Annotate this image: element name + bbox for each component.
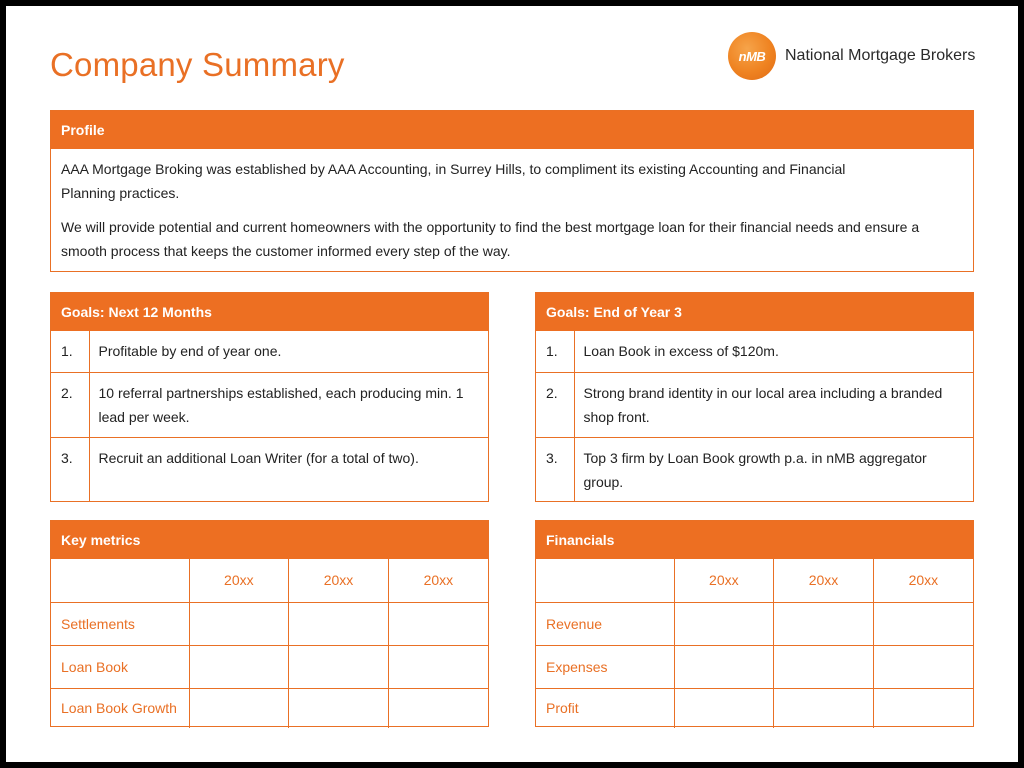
year-header: 20xx <box>289 559 389 602</box>
row-label: Loan Book <box>51 645 189 688</box>
list-item <box>536 437 973 501</box>
year-header: 20xx <box>774 559 874 602</box>
goals-12-months-list <box>51 331 488 501</box>
year-header: 20xx <box>674 559 774 602</box>
brand-lockup <box>728 32 975 80</box>
profile-paragraph: AAA Mortgage Broking was established by AAA Accounting, in Surrey Hills, to compliment its existing Accounting and Financial Planning practices. <box>61 161 846 201</box>
table-header-row <box>536 559 973 602</box>
profile-paragraph: We will provide potential and current homeowners with the opportunity to find the best mortgage loan for their financial needs and ensure a smooth process that keeps the customer informed every step of the way. <box>61 219 920 259</box>
item-text: Strong brand identity in our local area including a branded shop front. <box>574 372 973 437</box>
list-item <box>536 372 973 437</box>
key-metrics-heading: Key metrics <box>51 521 488 559</box>
table-cell <box>674 688 774 728</box>
table-cell <box>674 602 774 645</box>
summary-page <box>6 6 1018 762</box>
page-title: Company Summary <box>50 46 345 83</box>
table-row <box>51 645 488 688</box>
item-text: Profitable by end of year one. <box>98 343 282 359</box>
item-number: 1. <box>51 331 89 372</box>
brand-name: National Mortgage Brokers <box>785 47 976 64</box>
table-cell <box>289 645 389 688</box>
financials-heading: Financials <box>536 521 973 559</box>
item-number: 2. <box>536 372 574 437</box>
table-cell <box>873 602 973 645</box>
table-cell <box>189 688 289 728</box>
profile-heading: Profile <box>51 111 973 149</box>
table-row <box>536 688 973 728</box>
financials-table <box>536 559 973 728</box>
table-row <box>51 688 488 728</box>
table-header-row <box>51 559 488 602</box>
table-row <box>536 602 973 645</box>
table-cell <box>774 688 874 728</box>
year-header: 20xx <box>873 559 973 602</box>
table-cell <box>873 688 973 728</box>
row-label: Profit <box>536 688 674 728</box>
profile-body <box>51 149 973 263</box>
row-label: Loan Book Growth <box>51 688 189 728</box>
table-cell <box>774 645 874 688</box>
list-item <box>536 331 973 372</box>
nmb-logo-icon: nMB <box>728 32 776 80</box>
goals-year-3-panel <box>535 292 974 502</box>
list-item <box>51 331 488 372</box>
list-item <box>51 437 488 501</box>
year-header: 20xx <box>189 559 289 602</box>
table-cell <box>189 645 289 688</box>
list-item <box>51 372 488 437</box>
item-number: 3. <box>51 437 89 501</box>
goals-year-3-heading: Goals: End of Year 3 <box>536 293 973 331</box>
table-cell <box>388 645 488 688</box>
table-cell <box>774 602 874 645</box>
table-cell <box>388 688 488 728</box>
item-text: Top 3 firm by Loan Book growth p.a. in nMB aggregator group. <box>574 437 973 501</box>
item-text: 10 referral partnerships established, each producing min. 1 lead per week. <box>89 372 488 437</box>
table-row <box>536 645 973 688</box>
table-cell <box>189 602 289 645</box>
table-cell <box>289 602 389 645</box>
financials-panel <box>535 520 974 727</box>
row-label: Settlements <box>51 602 189 645</box>
year-header: 20xx <box>388 559 488 602</box>
row-label: Expenses <box>536 645 674 688</box>
table-corner-cell <box>536 559 674 602</box>
key-metrics-table <box>51 559 488 728</box>
item-text: Loan Book in excess of $120m. <box>583 343 779 359</box>
item-number: 2. <box>51 372 89 437</box>
row-label: Revenue <box>536 602 674 645</box>
table-cell <box>873 645 973 688</box>
key-metrics-panel <box>50 520 489 727</box>
item-text: Recruit an additional Loan Writer (for a total of two). <box>89 437 488 501</box>
goals-12-months-heading: Goals: Next 12 Months <box>51 293 488 331</box>
goals-12-months-panel <box>50 292 489 502</box>
table-row <box>51 602 488 645</box>
table-cell <box>289 688 389 728</box>
table-cell <box>388 602 488 645</box>
goals-year-3-list <box>536 331 973 501</box>
table-cell <box>674 645 774 688</box>
table-corner-cell <box>51 559 189 602</box>
item-number: 3. <box>536 437 574 501</box>
profile-panel <box>50 110 974 272</box>
item-number: 1. <box>536 331 574 372</box>
